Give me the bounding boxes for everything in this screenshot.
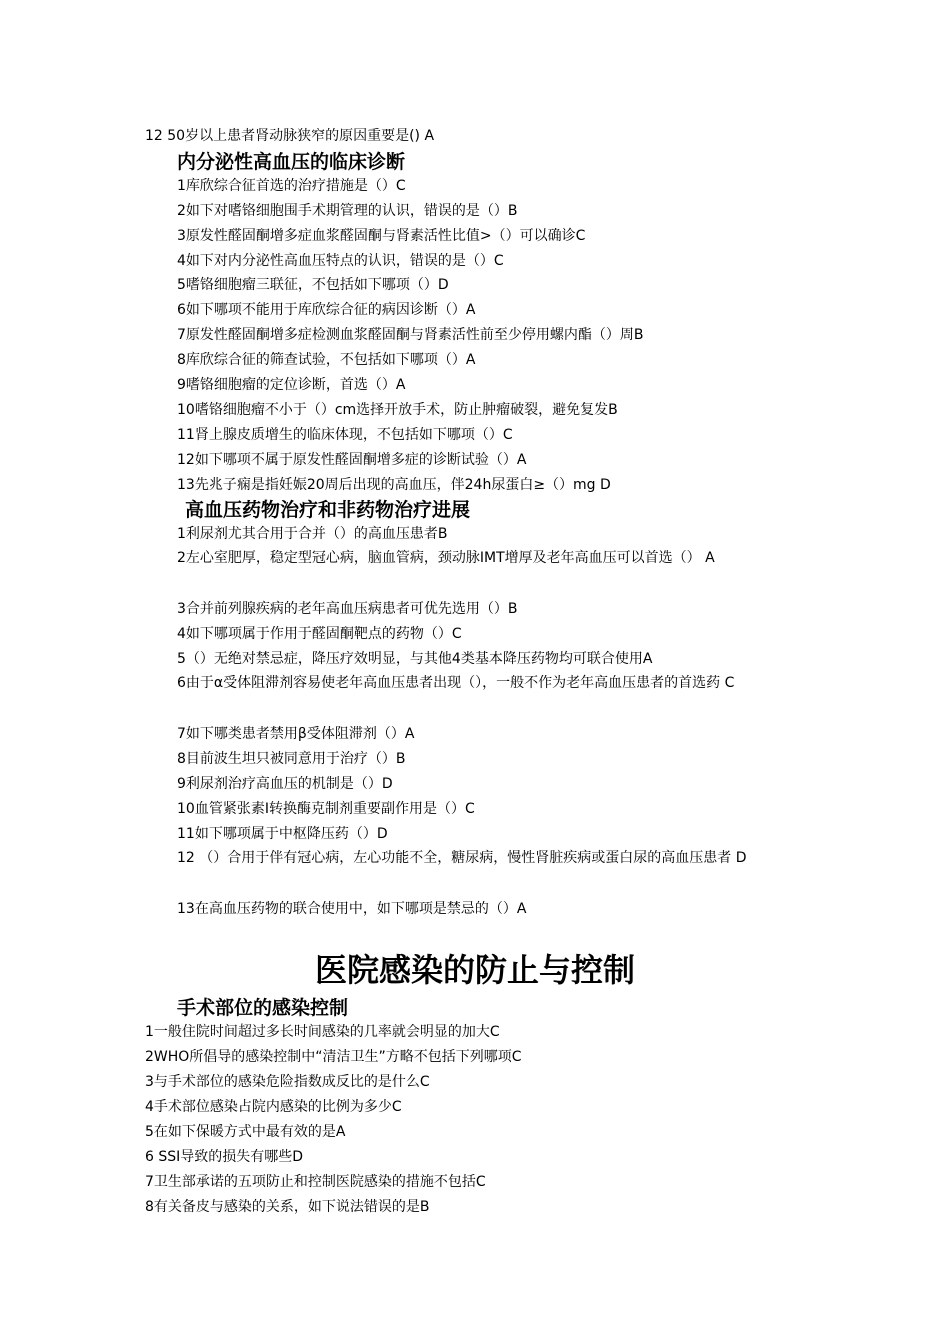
question-item: 7卫生部承诺的五项防止和控制医院感染的措施不包括C: [145, 1174, 486, 1190]
section-heading-endocrine-hypertension: 内分泌性高血压的临床诊断: [177, 151, 406, 173]
question-item: 12如下哪项不属于原发性醛固酮增多症的诊断试验（）A: [177, 452, 527, 468]
question-item: 6由于α受体阻滞剂容易使老年高血压患者出现（），一般不作为老年高血压患者的首选药 C: [177, 675, 735, 691]
question-item: 11如下哪项属于中枢降压药（）D: [177, 826, 388, 842]
question-item: 7如下哪类患者禁用β受体阻滞剂（）A: [177, 726, 415, 742]
question-item: 3合并前列腺疾病的老年高血压病患者可优先选用（）B: [177, 601, 518, 617]
section-heading-drug-therapy: 高血压药物治疗和非药物治疗进展: [185, 499, 471, 521]
section-heading-surgical-site-infection: 手术部位的感染控制: [177, 997, 349, 1019]
question-item: 8库欣综合征的筛查试验，不包括如下哪项（）A: [177, 352, 476, 368]
question-item: 2WHO所倡导的感染控制中“清洁卫生”方略不包括下列哪项C: [145, 1049, 522, 1065]
intro-question: 12 50岁以上患者肾动脉狭窄的原因重要是() A: [145, 128, 435, 144]
question-item: 8有关备皮与感染的关系，如下说法错误的是B: [145, 1199, 430, 1215]
question-item: 1一般住院时间超过多长时间感染的几率就会明显的加大C: [145, 1024, 500, 1040]
question-item: 2如下对嗜铬细胞围手术期管理的认识，错误的是（）B: [177, 203, 518, 219]
question-item: 9嗜铬细胞瘤的定位诊断，首选（）A: [177, 377, 406, 393]
question-item: 4如下哪项属于作用于醛固酮靶点的药物（）C: [177, 626, 462, 642]
question-item: 8目前波生坦只被同意用于治疗（）B: [177, 751, 406, 767]
question-item: 3原发性醛固酮增多症血浆醛固酮与肾素活性比值>（）可以确诊C: [177, 228, 586, 244]
question-item: 5（）无绝对禁忌症，降压疗效明显，与其他4类基本降压药物均可联合使用A: [177, 651, 653, 667]
question-item: 11肾上腺皮质增生的临床体现，不包括如下哪项（）C: [177, 427, 513, 443]
question-item: 4手术部位感染占院内感染的比例为多少C: [145, 1099, 402, 1115]
question-item: 6如下哪项不能用于库欣综合征的病因诊断（）A: [177, 302, 476, 318]
question-item: 2左心室肥厚，稳定型冠心病，脑血管病，颈动脉IMT增厚及老年高血压可以首选（） A: [177, 550, 715, 566]
question-item: 3与手术部位的感染危险指数成反比的是什么C: [145, 1074, 430, 1090]
question-item: 12 （）合用于伴有冠心病，左心功能不全，糖尿病，慢性肾脏疾病或蛋白尿的高血压患者 D: [177, 850, 747, 866]
question-item: 13先兆子痫是指妊娠20周后出现的高血压，伴24h尿蛋白≥（）mg D: [177, 477, 611, 493]
question-item: 13在高血压药物的联合使用中，如下哪项是禁忌的（）A: [177, 901, 527, 917]
question-item: 1利尿剂尤其合用于合并（）的高血压患者B: [177, 526, 448, 542]
question-item: 4如下对内分泌性高血压特点的认识，错误的是（）C: [177, 253, 504, 269]
question-item: 9利尿剂治疗高血压的机制是（）D: [177, 776, 393, 792]
question-item: 5嗜铬细胞瘤三联征，不包括如下哪项（）D: [177, 277, 449, 293]
question-item: 1库欣综合征首选的治疗措施是（）C: [177, 178, 406, 194]
question-item: 6 SSI导致的损失有哪些D: [145, 1149, 304, 1165]
question-item: 10嗜铬细胞瘤不小于（）cm选择开放手术，防止肿瘤破裂，避免复发B: [177, 402, 618, 418]
question-item: 10血管紧张素I转换酶克制剂重要副作用是（）C: [177, 801, 475, 817]
question-item: 5在如下保暖方式中最有效的是A: [145, 1124, 346, 1140]
question-item: 7原发性醛固酮增多症检测血浆醛固酮与肾素活性前至少停用螺内酯（）周B: [177, 327, 644, 343]
chapter-title: 医院感染的防止与控制: [314, 951, 635, 989]
